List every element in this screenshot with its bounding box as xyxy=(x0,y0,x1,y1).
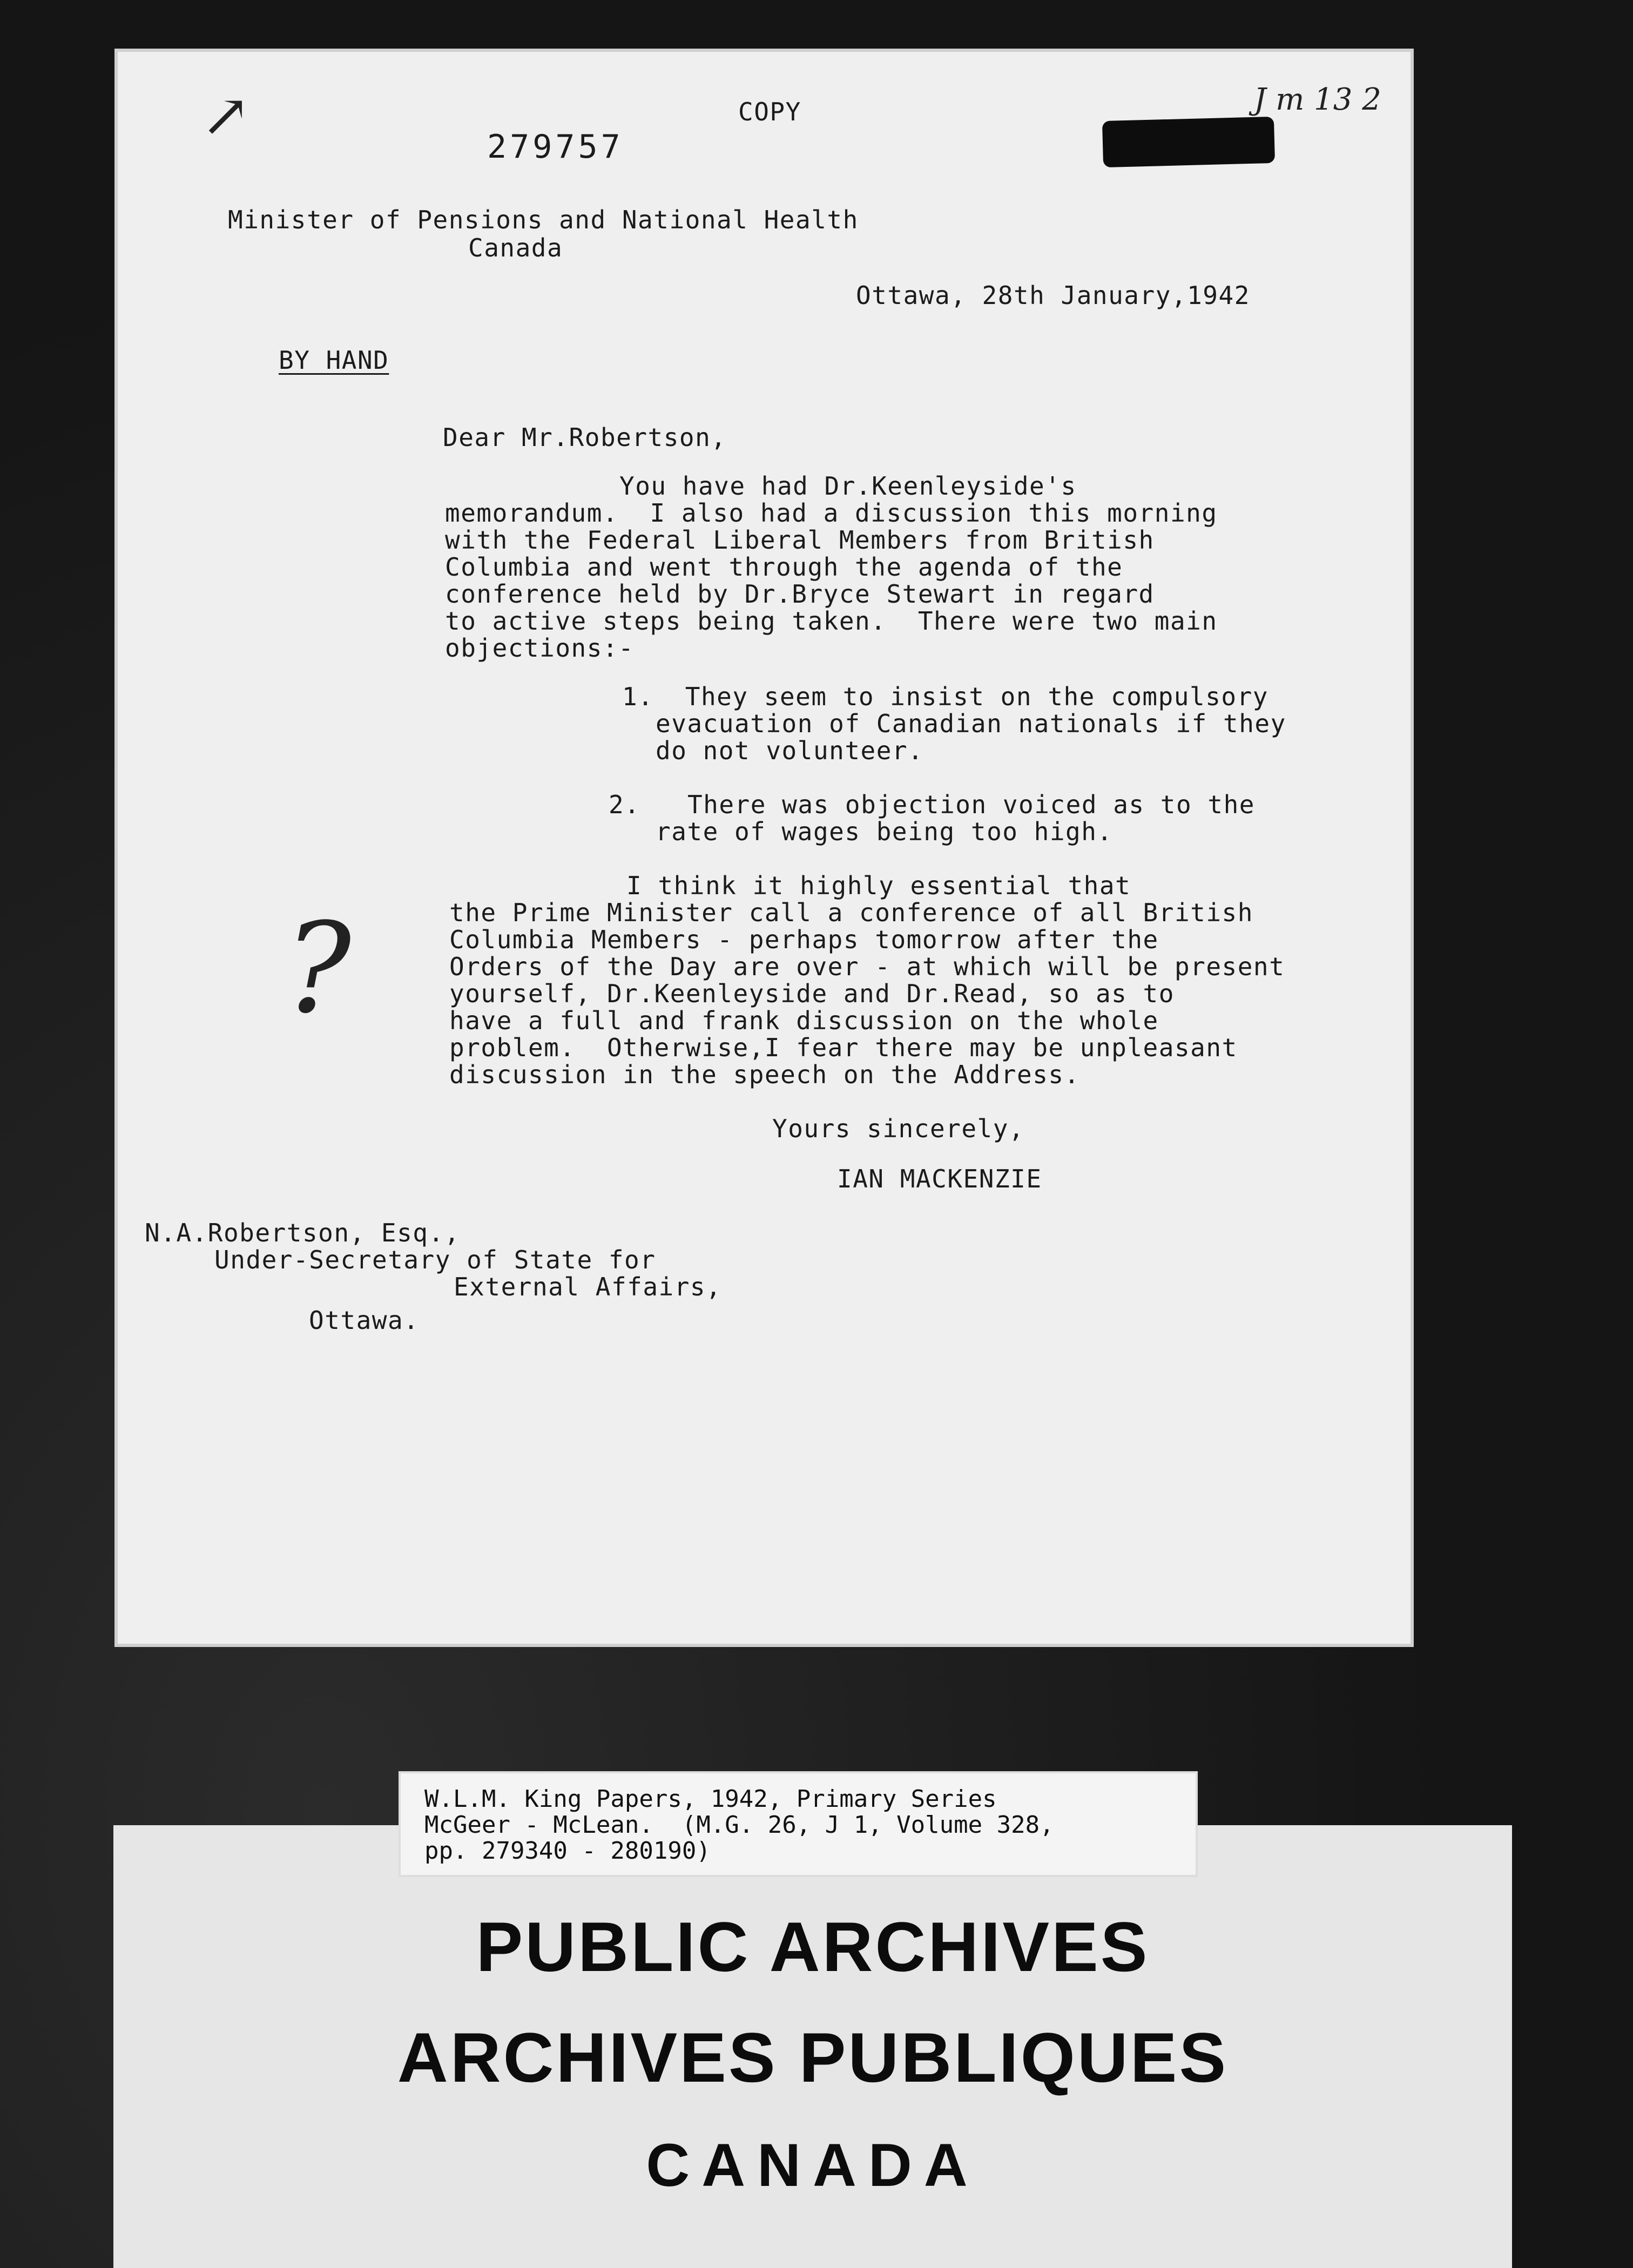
paragraph-line: I think it highly essential that xyxy=(626,871,1131,900)
paragraph-line: memorandum. I also had a discussion this morning xyxy=(445,498,1218,528)
margin-question-mark: ? xyxy=(285,897,352,1041)
paragraph-line: Orders of the Day are over - at which will be present xyxy=(449,952,1285,981)
paragraph-line: conference held by Dr.Bryce Stewart in regard xyxy=(445,579,1155,609)
archive-line-english: PUBLIC ARCHIVES xyxy=(476,1907,1150,1986)
closing: Yours sincerely, xyxy=(772,1114,1025,1143)
paragraph-line: Columbia and went through the agenda of the xyxy=(445,552,1123,582)
signature: IAN MACKENZIE xyxy=(837,1164,1042,1193)
file-number: 279757 xyxy=(487,128,624,166)
paragraph-line: You have had Dr.Keenleyside's xyxy=(619,471,1077,501)
letter-page xyxy=(114,49,1414,1647)
sender-country: Canada xyxy=(468,233,563,262)
paragraph-line: problem. Otherwise,I fear there may be unpleasant xyxy=(449,1033,1238,1062)
label-line: pp. 279340 - 280190) xyxy=(424,1837,711,1865)
archive-line-country: CANADA xyxy=(646,2131,980,2199)
archive-line-french: ARCHIVES PUBLIQUES xyxy=(397,2018,1229,2097)
corner-handwritten-note: J m 13 2 xyxy=(1254,82,1381,117)
paragraph-line: to active steps being taken. There were two main xyxy=(445,606,1218,636)
copy-label: COPY xyxy=(738,97,801,126)
delivery-note: BY HAND xyxy=(279,346,389,375)
address-line: Ottawa. xyxy=(309,1306,420,1335)
salutation: Dear Mr.Robertson, xyxy=(443,423,727,452)
address-line: Under-Secretary of State for xyxy=(214,1245,656,1274)
catalog-label-card xyxy=(399,1771,1198,1877)
label-line: W.L.M. King Papers, 1942, Primary Series xyxy=(424,1785,997,1813)
paragraph-line: objections:- xyxy=(445,633,635,663)
redaction-block xyxy=(1102,117,1275,167)
item-line: evacuation of Canadian nationals if they xyxy=(656,709,1286,738)
item-line: 1. They seem to insist on the compulsory xyxy=(622,682,1268,711)
paragraph-line: the Prime Minister call a conference of all British xyxy=(449,898,1253,927)
item-line: 2. There was objection voiced as to the xyxy=(609,790,1255,819)
address-line: N.A.Robertson, Esq., xyxy=(145,1218,460,1247)
address-line: External Affairs, xyxy=(454,1272,722,1301)
paragraph-line: with the Federal Liberal Members from British xyxy=(445,525,1155,555)
paragraph-line: Columbia Members - perhaps tomorrow after the xyxy=(449,925,1159,954)
paragraph-line: yourself, Dr.Keenleyside and Dr.Read, so as to xyxy=(449,979,1175,1008)
archive-stamp-band xyxy=(113,1825,1512,2268)
item-line: do not volunteer. xyxy=(656,736,924,765)
letter-date: Ottawa, 28th January,1942 xyxy=(856,281,1250,310)
label-line: McGeer - McLean. (M.G. 26, J 1, Volume 328, xyxy=(424,1811,1054,1839)
paragraph-line: discussion in the speech on the Address. xyxy=(449,1060,1080,1089)
paragraph-line: have a full and frank discussion on the whole xyxy=(449,1006,1159,1035)
item-line: rate of wages being too high. xyxy=(656,817,1113,846)
handwritten-tick-mark: ↗ xyxy=(201,81,251,150)
sender-title: Minister of Pensions and National Health xyxy=(228,205,859,234)
